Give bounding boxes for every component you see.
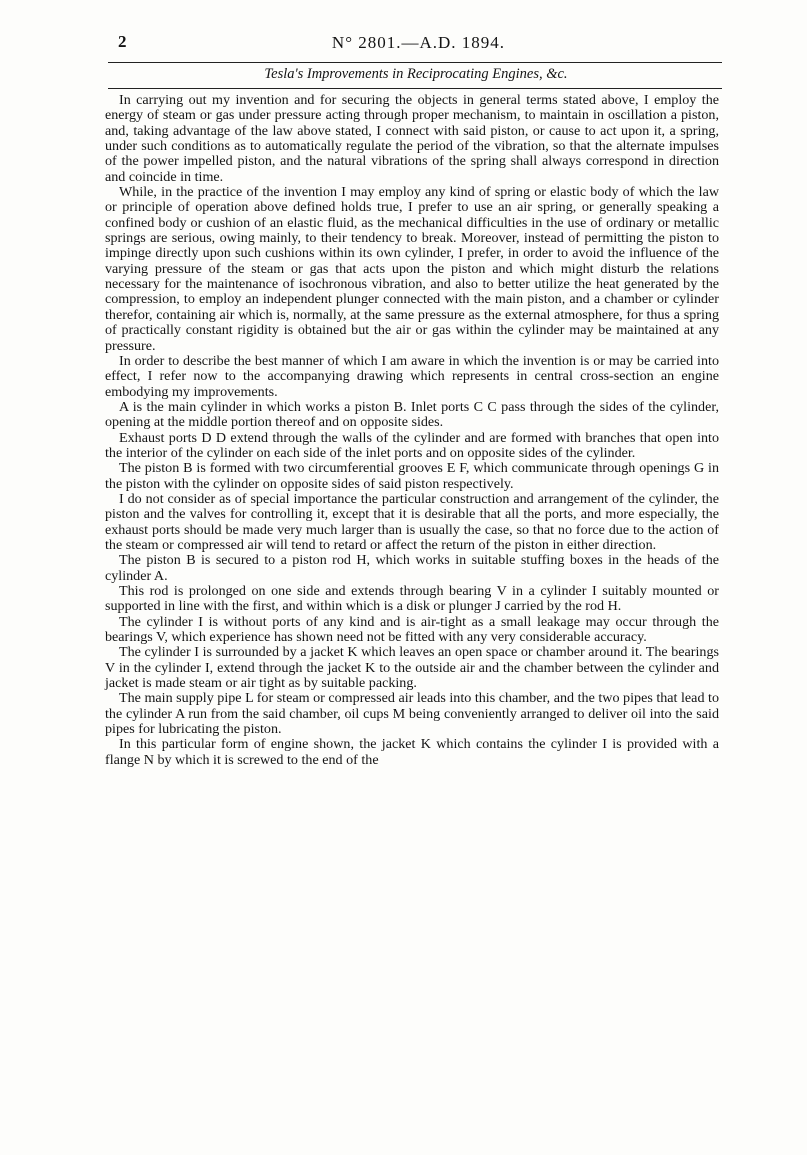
paragraph-2: While, in the practice of the invention I may employ any kind of spring or elastic body of which the law or principle of operation above defined holds true, I prefer to use an air spring, or generally speaking a confined body or cushion of an elastic fluid, as the mechanical difficulties in the use of ordinary or metallic springs are serious, owing mainly, to their tendency to break. Moreover, instead of permitting the piston to impinge directly upon such cushions within its own cylinder, I prefer, in order to avoid the influence of the varying pressure of the steam or gas that acts upon the piston and which might disturb the relations necessary for the maintenance of isochronous vibration, and also to better utilize the heat generated by the compression, to employ an independent plunger connected with the main piston, and a chamber or cylinder therefor, containing air which is, normally, at the same pressure as the external atmosphere, for thus a spring of practically constant rigidity is obtained but the air or gas within the cylinder may be maintained at any pressure. xyxy=(105,184,719,354)
paragraph-10: The cylinder I is without ports of any kind and is air-tight as a small leakage may occur through the bearings V, which experience has shown need not be fitted with any very considerable accuracy. xyxy=(105,613,719,646)
paragraph-6: The piston B is formed with two circumferential grooves E F, which communicate through openings G in the piston with the cylinder on opposite sides of said piston respectively. xyxy=(105,460,719,492)
paragraph-9: This rod is prolonged on one side and extends through bearing V in a cylinder I suitably mounted or supported in line with the first, and within which is a disk or plunger J carried by the rod H. xyxy=(105,583,719,615)
page-number: 2 xyxy=(118,32,127,51)
paragraph-8: The piston B is secured to a piston rod H, which works in suitable stuffing boxes in the heads of the cylinder A. xyxy=(105,552,719,584)
paragraph-11: The cylinder I is surrounded by a jacket K which leaves an open space or chamber around it. The bearings V in the cylinder I, extend through the jacket K to the outside air and the chamber between the cylinder and jacket is made steam or air tight as by suitable packing. xyxy=(105,644,719,692)
running-title: Tesla's Improvements in Reciprocating Engines, &c. xyxy=(264,66,568,82)
header-rule-bottom xyxy=(108,88,722,89)
paragraph-12: The main supply pipe L for steam or compressed air leads into this chamber, and the two pipes that lead to the cylinder A run from the said chamber, oil cups M being conveniently arranged to deliver oil into the said pipes for lubricating the piston. xyxy=(105,690,719,738)
paragraph-1: In carrying out my invention and for securing the objects in general terms stated above, I employ the energy of steam or gas under pressure acting through proper mechanism, to maintain in oscillation a piston, and, taking advantage of the law above stated, I connect with said piston, or cause to act upon it, a spring, under such conditions as to automatically regulate the period of the vibration, so that the alternate impulses of the power impelled piston, and the natural vibrations of the spring shall always correspond in direction and coincide in time. xyxy=(105,92,719,185)
patent-number-heading: N° 2801.—A.D. 1894. xyxy=(331,33,506,52)
paragraph-3: In order to describe the best manner of which I am aware in which the invention is or may be carried into effect, I refer now to the accompanying drawing which represents in central cross-section an engine embodying my improvements. xyxy=(105,352,719,400)
paragraph-5: Exhaust ports D D extend through the walls of the cylinder and are formed with branches that open into the interior of the cylinder on each side of the inlet ports and on opposite sides of the cylinder. xyxy=(105,429,719,461)
paragraph-7: I do not consider as of special importance the particular construction and arrangement of the cylinder, the piston and the valves for controlling it, except that it is desirable that all the ports, and more especially, the exhaust ports should be made very much larger than is usually the case, so that no force due to the action of the steam or compressed air will tend to retard or affect the return of the piston in either direction. xyxy=(105,490,719,553)
body-text xyxy=(105,93,719,768)
paragraph-13: In this particular form of engine shown, the jacket K which contains the cylinder I is provided with a flange N by which it is screwed to the end of the xyxy=(105,736,719,768)
header-rule-top xyxy=(108,62,722,63)
paragraph-4: A is the main cylinder in which works a piston B. Inlet ports C C pass through the sides of the cylinder, opening at the middle portion thereof and on opposite sides. xyxy=(105,398,719,431)
